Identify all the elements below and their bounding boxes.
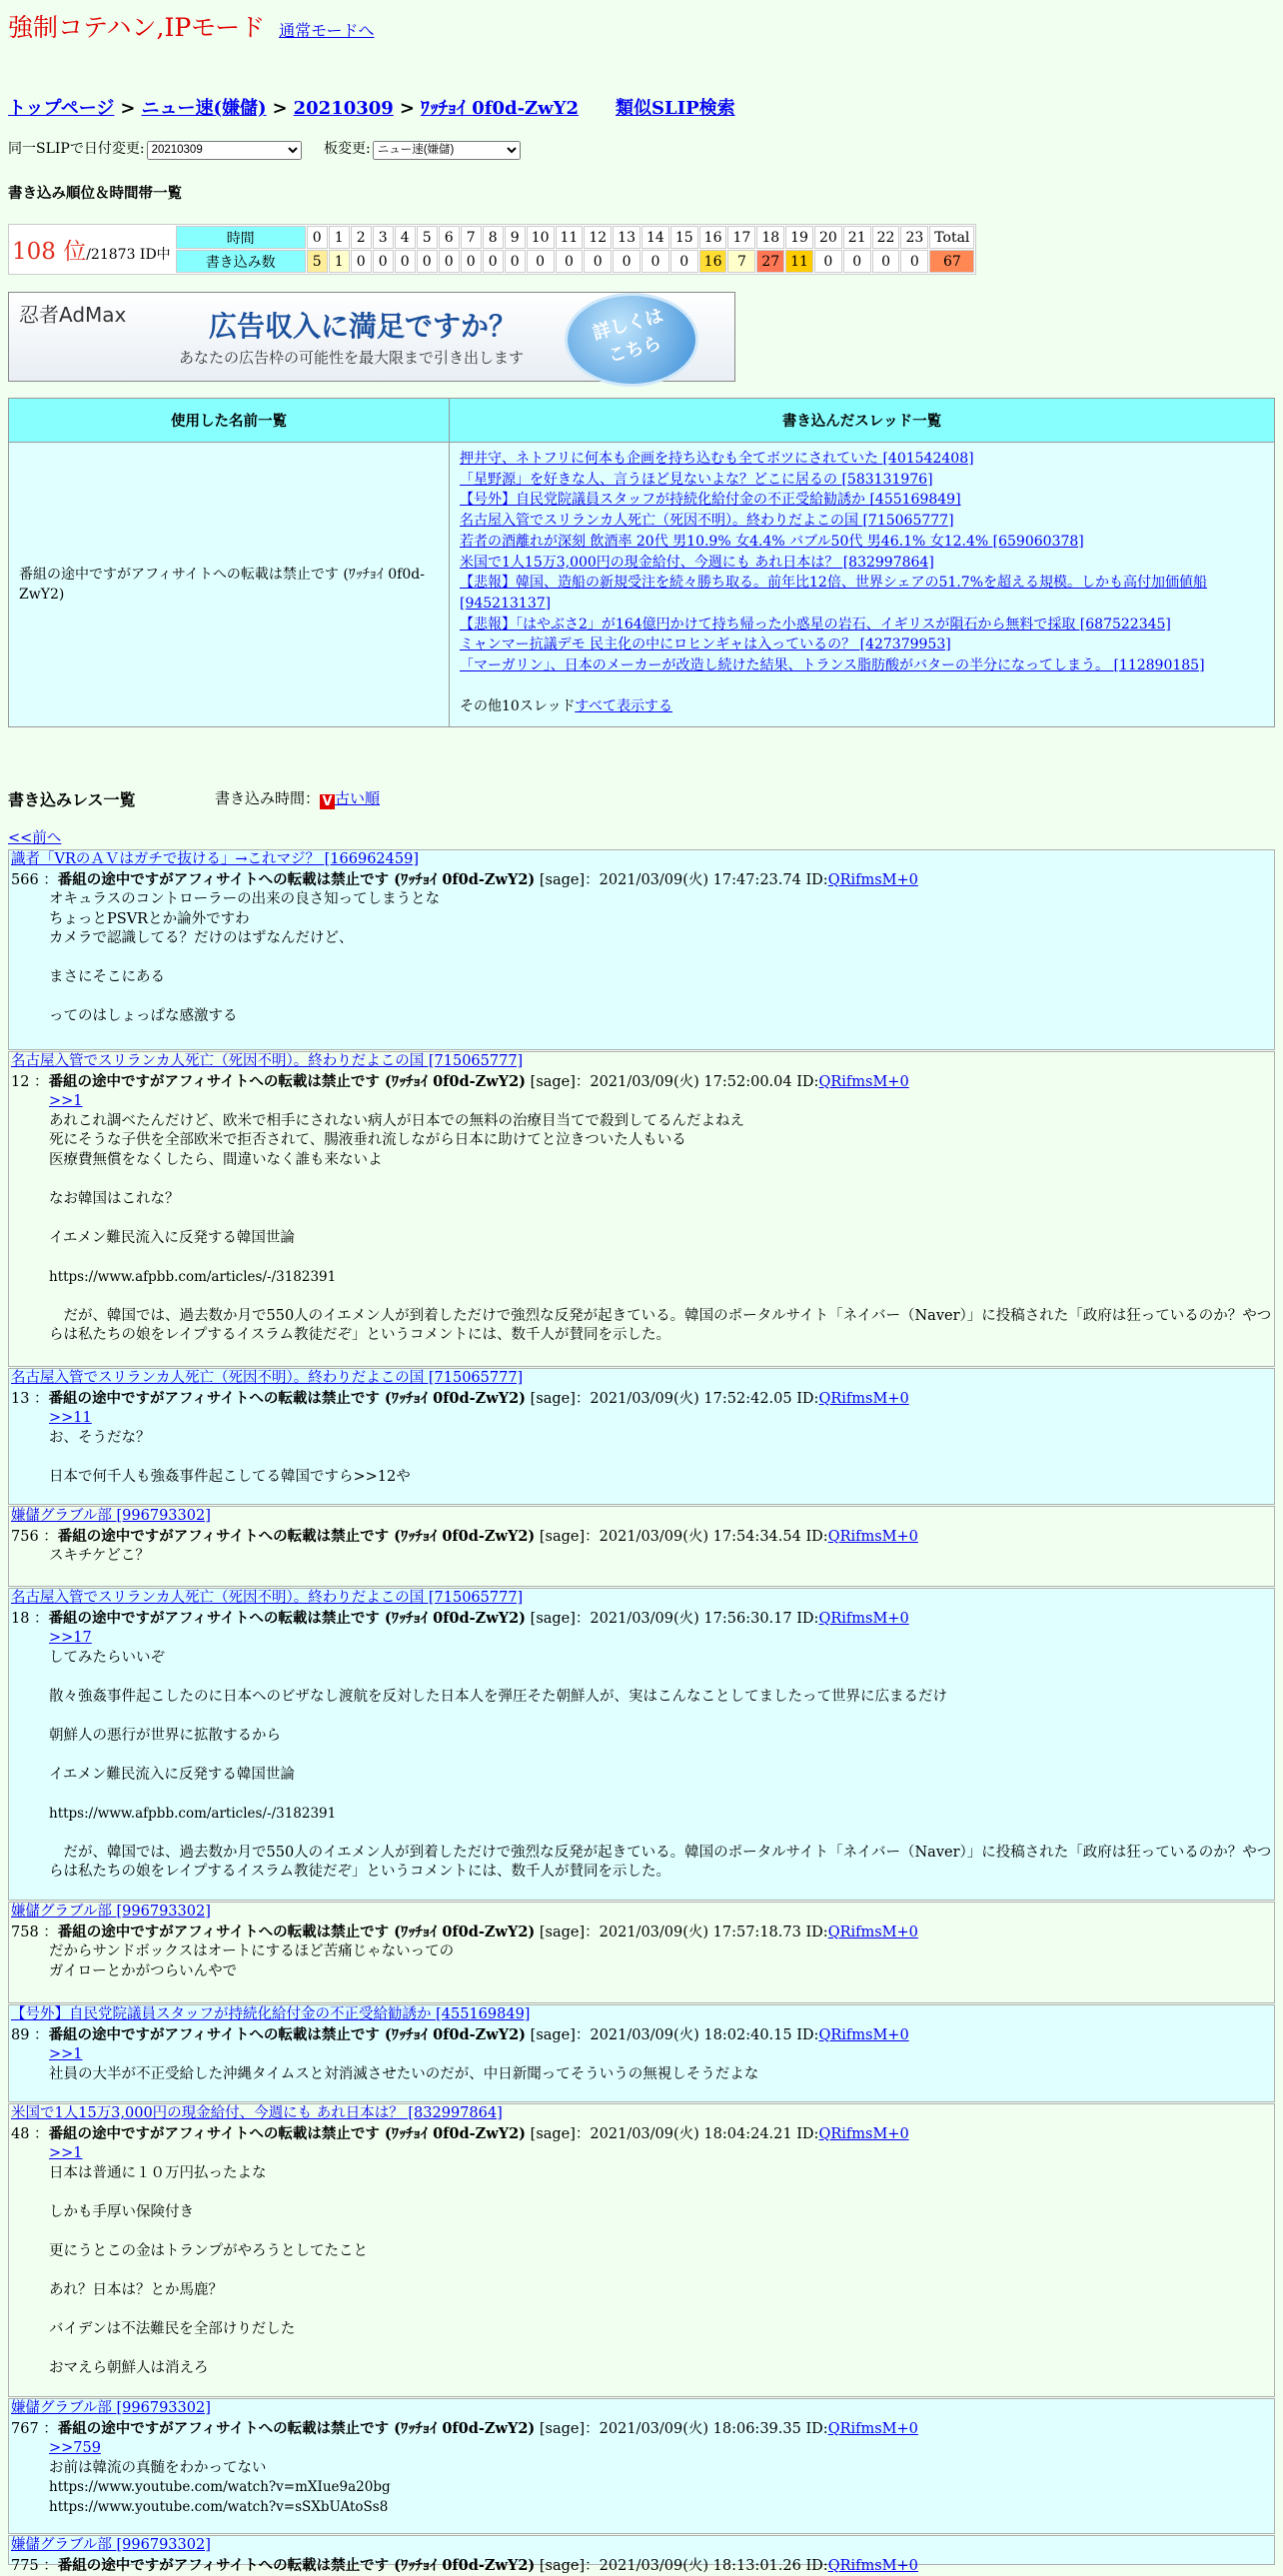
thread-link[interactable]: 名古屋入管でスリランカ人死亡（死因不明）。終わりだよこの国 [715065777]	[460, 513, 954, 529]
show-all-link[interactable]: すべて表示する	[575, 698, 672, 714]
post-body	[9, 2144, 1274, 2378]
normal-mode-link[interactable]: 通常モードへ	[279, 21, 374, 40]
posts-heading: 書き込みレス一覧	[8, 787, 136, 810]
ad-detail-label: 詳しくは こちら	[587, 303, 677, 374]
post-line	[49, 1209, 1274, 1229]
post-id-link[interactable]: QRifmsM+0	[818, 2027, 908, 2043]
others-prefix: その他10スレッド	[460, 698, 575, 714]
hour-cell: 1	[329, 226, 350, 249]
post-line	[49, 2261, 1274, 2281]
post-anchor-link[interactable]: >>759	[49, 2440, 101, 2456]
post-number: 13	[11, 1391, 29, 1407]
post-id-link[interactable]: QRifmsM+0	[818, 1074, 908, 1090]
post-line	[49, 1824, 1274, 1844]
post-line: だからサンドボックスはオートにするほど苦痛じゃないっての	[49, 1942, 1274, 1962]
post-header: 12 ：番組の途中ですがアフィサイトへの転載は禁止です (ﾜｯﾁｮｲ 0f0d-ZwY2) [sage]：2021/03/09(火) 17:52:00.04 ID:QRifmsM+0	[9, 1072, 1274, 1093]
thread-link[interactable]: 「星野源」を好きな人、言うほど見ないよな？どこに居るの [583131976]	[460, 472, 933, 488]
post-item	[8, 2004, 1275, 2102]
post-line	[49, 1170, 1274, 1190]
post-id-link[interactable]: QRifmsM+0	[828, 2421, 918, 2437]
post-name: 番組の途中ですがアフィサイトへの転載は禁止です (ﾜｯﾁｮｲ 0f0d-ZwY2)	[49, 1610, 526, 1627]
post-item	[8, 2535, 1275, 2565]
thread-link-row	[460, 615, 1264, 636]
post-number: 758	[11, 1925, 39, 1940]
count-cell: 0	[556, 250, 584, 273]
breadcrumb	[8, 94, 579, 120]
ad-brand: 忍者AdMax	[19, 299, 126, 328]
post-name: 番組の途中ですがアフィサイトへの転載は禁止です (ﾜｯﾁｮｲ 0f0d-ZwY2)	[58, 2420, 535, 2437]
post-id-link[interactable]: QRifmsM+0	[828, 1529, 918, 1545]
similar-slip-search	[616, 94, 735, 120]
count-cell: 0	[584, 250, 612, 273]
hour-cell: 5	[417, 226, 438, 249]
post-id-link[interactable]: QRifmsM+0	[818, 2126, 908, 2142]
count-cell: 0	[527, 250, 555, 273]
thread-link[interactable]: ミャンマー抗議デモ 民主化の中にロヒンギャは入っているの？ [427379953]	[460, 637, 951, 652]
breadcrumb-top[interactable]: トップページ	[8, 98, 114, 119]
post-anchor	[49, 2045, 1274, 2065]
hour-cell: 13	[613, 226, 641, 249]
date-select[interactable]	[147, 141, 302, 160]
post-anchor	[49, 2439, 1274, 2459]
post-meta: [sage]：2021/03/09(火) 17:47:23.74 ID:	[540, 872, 828, 888]
hour-cell: 8	[483, 226, 504, 249]
ad-headline: 広告収入に満足ですか？	[209, 305, 517, 345]
names-col-header: 使用した名前一覧	[9, 399, 450, 443]
names-table-row	[9, 443, 1275, 727]
post-number: 767	[11, 2421, 39, 2437]
post-meta: [sage]：2021/03/09(火) 18:04:24.21 ID:	[531, 2126, 819, 2142]
post-anchor-link[interactable]: >>1	[49, 2145, 83, 2161]
rank-summary	[10, 226, 175, 273]
rank-hours-row	[10, 226, 974, 249]
count-cell: 5	[307, 250, 328, 273]
thread-link-row	[460, 470, 1264, 491]
post-meta: [sage]：2021/03/09(火) 17:52:00.04 ID:	[531, 1074, 819, 1090]
hour-cell: 14	[642, 226, 669, 249]
post-thread-link[interactable]: 名古屋入管でスリランカ人死亡（死因不明）。終わりだよこの国 [715065777]	[9, 1369, 1274, 1389]
hour-cell: 23	[900, 226, 928, 249]
count-cell: 0	[505, 250, 526, 273]
post-name: 番組の途中ですがアフィサイトへの転載は禁止です (ﾜｯﾁｮｲ 0f0d-ZwY2)	[49, 2125, 526, 2142]
post-line	[49, 1448, 1274, 1468]
post-name: 番組の途中ですがアフィサイトへの転載は禁止です (ﾜｯﾁｮｲ 0f0d-ZwY2)	[58, 871, 535, 888]
post-line: ガイローとかがつらいんやで	[49, 1962, 1274, 1982]
post-header: 566 ：番組の途中ですがアフィサイトへの転載は禁止です (ﾜｯﾁｮｲ 0f0d-ZwY2) [sage]：2021/03/09(火) 17:47:23.74 ID:QRifmsM+0	[9, 870, 1274, 891]
post-line	[49, 1248, 1274, 1268]
mode-title	[8, 8, 374, 44]
post-thread-link[interactable]: 嫌儲グラブル部 [996793302]	[9, 1507, 1274, 1527]
post-line: まさにそこにある	[49, 968, 1274, 988]
post-thread-link[interactable]: 識者「VRのＡＶはガチで抜ける」→これマジ？ [166962459]	[9, 850, 1274, 870]
breadcrumb-separator: >	[120, 98, 135, 119]
post-line: https://www.afpbb.com/articles/-/3182391	[49, 1268, 1274, 1288]
rank-table	[8, 224, 976, 275]
post-body	[9, 1409, 1274, 1487]
post-number: 775	[11, 2558, 39, 2574]
count-cell: 27	[756, 250, 784, 273]
post-name: 番組の途中ですがアフィサイトへの転載は禁止です (ﾜｯﾁｮｲ 0f0d-ZwY2)	[49, 1390, 526, 1407]
post-item	[8, 1902, 1275, 2003]
post-line: https://www.afpbb.com/articles/-/3182391	[49, 1805, 1274, 1825]
post-body	[9, 1629, 1274, 1883]
post-line	[49, 1668, 1274, 1688]
post-number: 566	[11, 872, 39, 888]
post-item	[8, 2398, 1275, 2534]
hour-cell: 10	[527, 226, 555, 249]
post-line: なお韓国はこれな？	[49, 1190, 1274, 1210]
count-cell: 0	[613, 250, 641, 273]
post-body	[9, 2439, 1274, 2517]
ad-subtext: あなたの広告枠の可能性を最大限まで引き出します	[179, 347, 524, 368]
hour-cell: 3	[373, 226, 394, 249]
post-header: 13 ：番組の途中ですがアフィサイトへの転載は禁止です (ﾜｯﾁｮｲ 0f0d-ZwY2) [sage]：2021/03/09(火) 17:52:42.05 ID:QRifmsM+0	[9, 1389, 1274, 1410]
post-line: 死にそうな子供を全部欧米で拒否されて、腸液垂れ流しながら日本に助けてと泣きついた人もいる	[49, 1131, 1274, 1151]
count-cell: 0	[670, 250, 698, 273]
post-line: カメラで認識してる？だけのはずなんだけど、	[49, 929, 1274, 949]
post-line	[49, 949, 1274, 969]
post-meta: [sage]：2021/03/09(火) 17:56:30.17 ID:	[531, 1611, 819, 1627]
post-number: 89	[11, 2027, 29, 2043]
post-line	[49, 2339, 1274, 2359]
hours-label: 時間	[176, 226, 306, 249]
count-cell: 0	[373, 250, 394, 273]
breadcrumb-separator: >	[400, 98, 415, 119]
post-line: 更にうとこの金はトランプがやろうとしてたこと	[49, 2242, 1274, 2262]
thread-link[interactable]: 【悲報】韓国、造船の新規受注を続々勝ち取る。前年比12倍、世界シェアの51.7%を超える規模。しかも高付加価値船 [945213137]	[460, 575, 1207, 612]
ad-detail-button[interactable]	[565, 293, 698, 387]
post-thread-link[interactable]: 名古屋入管でスリランカ人死亡（死因不明）。終わりだよこの国 [715065777]	[9, 1052, 1274, 1072]
post-line: ってのはしょっぱな感激する	[49, 1007, 1274, 1027]
post-body	[9, 1547, 1274, 1567]
sort-down-icon: V	[320, 794, 335, 809]
post-line: ちょっとPSVRとか論外ですわ	[49, 910, 1274, 930]
post-anchor	[49, 1092, 1274, 1112]
count-cell: 11	[785, 250, 813, 273]
post-anchor-link[interactable]: >>1	[49, 2046, 83, 2062]
hour-cell: 0	[307, 226, 328, 249]
counts-label: 書き込み数	[176, 250, 306, 273]
count-cell: 7	[727, 250, 755, 273]
post-id-link[interactable]: QRifmsM+0	[828, 2558, 918, 2574]
post-anchor-link[interactable]: >>11	[49, 1410, 92, 1426]
post-header: 18 ：番組の途中ですがアフィサイトへの転載は禁止です (ﾜｯﾁｮｲ 0f0d-ZwY2) [sage]：2021/03/09(火) 17:56:30.17 ID:QRifmsM+0	[9, 1609, 1274, 1630]
count-cell: 0	[900, 250, 928, 273]
post-line: 日本で何千人も強姦事件起こしてる韓国ですら>>12や	[49, 1468, 1274, 1488]
post-line	[49, 2222, 1274, 2242]
post-meta: [sage]：2021/03/09(火) 18:02:40.15 ID:	[531, 2027, 819, 2043]
thread-link[interactable]: 【号外】自民党院議員スタッフが持続化給付金の不正受給勧誘か [455169849]	[460, 492, 961, 508]
thread-link[interactable]: 押井守、ネトフリに何本も企画を持ち込むも全てボツにされていた [401542408]	[460, 451, 974, 467]
rank-total: /21873 ID中	[86, 247, 170, 263]
post-item	[8, 1588, 1275, 1901]
names-table-header	[9, 399, 1275, 443]
post-line: https://www.youtube.com/watch?v=mXIue9a20bg	[49, 2478, 1274, 2498]
count-cell: 0	[814, 250, 842, 273]
post-line	[49, 988, 1274, 1008]
post-anchor	[49, 1409, 1274, 1429]
post-line: 医療費無償をなくしたら、間違いなく誰も来ないよ	[49, 1151, 1274, 1171]
post-line: お前は韓流の真髄をわかってない	[49, 2459, 1274, 2479]
post-meta: [sage]：2021/03/09(火) 17:57:18.73 ID:	[540, 1925, 828, 1940]
board-select[interactable]	[373, 141, 521, 160]
post-name: 番組の途中ですがアフィサイトへの転載は禁止です (ﾜｯﾁｮｲ 0f0d-ZwY2)	[49, 1073, 526, 1090]
post-line: だが、韓国では、過去数か月で550人のイエメン人が到着しただけで強烈な反発が起きている。韓国のポータルサイト「ネイバー（Naver）」に投稿された「政府は狂っているのか？やつらは私たちの娘をレイプするイスラム教徒だぞ」というコメントには、数千人が賛同を示した。	[49, 1844, 1274, 1883]
post-meta: [sage]：2021/03/09(火) 18:13:01.26 ID:	[540, 2558, 828, 2574]
hour-cell: 7	[461, 226, 482, 249]
post-name: 番組の途中ですがアフィサイトへの転載は禁止です (ﾜｯﾁｮｲ 0f0d-ZwY2)	[49, 2026, 526, 2043]
post-line: しかも手厚い保険付き	[49, 2203, 1274, 2223]
post-id-link[interactable]: QRifmsM+0	[818, 1391, 908, 1407]
post-item	[8, 1506, 1275, 1587]
board-change-form	[324, 138, 521, 160]
thread-link-row	[460, 511, 1264, 532]
thread-links	[460, 449, 1264, 676]
post-line: あれこれ調べたんだけど、欧米で相手にされない病人が日本での無料の治療目当てで殺到してるんだよねえ	[49, 1112, 1274, 1132]
post-line: だが、韓国では、過去数か月で550人のイエメン人が到着しただけで強烈な反発が起きている。韓国のポータルサイト「ネイバー（Naver）」に投稿された「政府は狂っているのか？やつらは私たちの娘をレイプするイスラム教徒だぞ」というコメントには、数千人が賛同を示した。	[49, 1307, 1274, 1346]
hour-cell: 19	[785, 226, 813, 249]
breadcrumb-board[interactable]: ニュー速(嫌儲)	[141, 98, 266, 119]
post-item	[8, 2103, 1275, 2397]
post-line	[49, 2183, 1274, 2203]
ad-banner[interactable]	[8, 292, 735, 382]
post-number: 18	[11, 1611, 29, 1627]
post-anchor	[49, 2144, 1274, 2164]
thread-link[interactable]: 【悲報】「はやぶさ2」が164億円かけて持ち帰った小惑星の岩石、イギリスが隕石から無料で採取 [687522345]	[460, 617, 1171, 633]
breadcrumb-separator: >	[273, 98, 288, 119]
board-change-label: 板変更:	[324, 141, 371, 157]
thread-list	[450, 443, 1275, 727]
post-line: イエメン難民流入に反発する韓国世論	[49, 1229, 1274, 1249]
names-threads-table	[8, 398, 1275, 727]
date-change-label: 同一SLIPで日付変更:	[8, 141, 145, 157]
thread-link[interactable]: 「マーガリン」、日本のメーカーが改造し続けた結果、トランス脂肪酸がバターの半分になってしまう。 [112890185]	[460, 657, 1205, 673]
thread-link[interactable]: 若者の酒離れが深刻 飲酒率 20代 男10.9% 女4.4% バブル50代 男46.1% 女12.4% [659060378]	[460, 534, 1084, 550]
post-body	[9, 2045, 1274, 2084]
count-cell: 0	[351, 250, 372, 273]
post-thread-link[interactable]: 嫌儲グラブル部 [996793302]	[9, 2399, 1274, 2419]
rank-number: 108 位	[12, 239, 86, 265]
post-id-link[interactable]: QRifmsM+0	[828, 872, 918, 888]
post-thread-link[interactable]: 嫌儲グラブル部 [996793302]	[9, 2536, 1274, 2556]
hour-cell: 16	[699, 226, 727, 249]
post-line: 朝鮮人の悪行が世界に拡散するから	[49, 1727, 1274, 1747]
post-name: 番組の途中ですがアフィサイトへの転載は禁止です (ﾜｯﾁｮｲ 0f0d-ZwY2)	[58, 1924, 535, 1940]
post-line: おマえら朝鮮人は消えろ	[49, 2359, 1274, 2379]
prev-page	[8, 826, 61, 847]
post-header: 775 ：番組の途中ですがアフィサイトへの転載は禁止です (ﾜｯﾁｮｲ 0f0d-ZwY2) [sage]：2021/03/09(火) 18:13:01.26 ID:QRifmsM+0	[9, 2556, 1274, 2576]
post-line	[49, 2300, 1274, 2320]
breadcrumb-date[interactable]: 20210309	[294, 98, 394, 119]
rank-heading: 書き込み順位＆時間帯一覧	[8, 182, 182, 203]
post-line: あれ？日本は？とか馬鹿？	[49, 2281, 1274, 2301]
hour-cell: 9	[505, 226, 526, 249]
post-line: イエメン難民流入に反発する韓国世論	[49, 1766, 1274, 1786]
post-line: オキュラスのコントローラーの出来の良さ知ってしまうとな	[49, 890, 1274, 910]
threads-col-header: 書き込んだスレッド一覧	[450, 399, 1275, 443]
hour-cell: 2	[351, 226, 372, 249]
post-anchor-link[interactable]: >>1	[49, 1093, 83, 1109]
post-line: 日本は普通に１０万円払ったよな	[49, 2164, 1274, 2184]
post-number: 756	[11, 1529, 39, 1545]
post-line: 散々強姦事件起こしたのに日本へのビザなし渡航を反対した日本人を弾圧そた朝鮮人が、実はこんなことしてましたって世界に広まるだけ	[49, 1688, 1274, 1708]
count-cell: 16	[699, 250, 727, 273]
count-cell: 0	[872, 250, 900, 273]
post-line: してみたらいいぞ	[49, 1649, 1274, 1669]
post-line: スキチケどこ？	[49, 1547, 1274, 1567]
hour-cell: 18	[756, 226, 784, 249]
count-cell: 0	[417, 250, 438, 273]
post-header: 767 ：番組の途中ですがアフィサイトへの転載は禁止です (ﾜｯﾁｮｲ 0f0d-ZwY2) [sage]：2021/03/09(火) 18:06:39.35 ID:QRifmsM+0	[9, 2419, 1274, 2440]
post-thread-link[interactable]: 【号外】自民党院議員スタッフが持続化給付金の不正受給勧誘か [455169849]	[9, 2005, 1274, 2025]
count-cell: 1	[329, 250, 350, 273]
count-cell: 0	[395, 250, 416, 273]
post-meta: [sage]：2021/03/09(火) 17:54:34.54 ID:	[540, 1529, 828, 1545]
thread-link-row	[460, 573, 1264, 614]
post-thread-link[interactable]: 嫌儲グラブル部 [996793302]	[9, 1903, 1274, 1923]
post-anchor	[49, 1629, 1274, 1649]
hour-cell: 12	[584, 226, 612, 249]
post-order	[215, 787, 380, 809]
thread-link-row	[460, 449, 1264, 470]
count-cell: 0	[483, 250, 504, 273]
post-line	[49, 1707, 1274, 1727]
post-item	[8, 1368, 1275, 1505]
hour-cell: 17	[727, 226, 755, 249]
post-header: 758 ：番組の途中ですがアフィサイトへの転載は禁止です (ﾜｯﾁｮｲ 0f0d-ZwY2) [sage]：2021/03/09(火) 17:57:18.73 ID:QRifmsM+0	[9, 1923, 1274, 1943]
post-line: https://www.youtube.com/watch?v=sSXbUAtoSs8	[49, 2498, 1274, 2518]
post-line: お、そうだな？	[49, 1429, 1274, 1449]
post-line: 社員の大半が不正受給した沖縄タイムスと対消滅させたいのだが、中日新聞ってそういうの無視しそうだよな	[49, 2065, 1274, 2085]
post-meta: [sage]：2021/03/09(火) 18:06:39.35 ID:	[540, 2421, 828, 2437]
post-number: 12	[11, 1074, 29, 1090]
post-number: 48	[11, 2126, 29, 2142]
post-thread-link[interactable]: 名古屋入管でスリランカ人死亡（死因不明）。終わりだよこの国 [715065777]	[9, 1589, 1274, 1609]
post-name: 番組の途中ですがアフィサイトへの転載は禁止です (ﾜｯﾁｮｲ 0f0d-ZwY2)	[58, 1528, 535, 1545]
count-cell: 0	[642, 250, 669, 273]
post-id-link[interactable]: QRifmsM+0	[818, 1611, 908, 1627]
post-line	[49, 1746, 1274, 1766]
hour-cell: Total	[929, 226, 974, 249]
thread-link-row	[460, 553, 1264, 574]
post-meta: [sage]：2021/03/09(火) 17:52:42.05 ID:	[531, 1391, 819, 1407]
post-item	[8, 1051, 1275, 1367]
post-body	[9, 1092, 1274, 1346]
hour-cell: 11	[556, 226, 584, 249]
thread-link-row	[460, 655, 1264, 676]
hour-cell: 21	[843, 226, 871, 249]
post-thread-link[interactable]: 米国で1人15万3,000円の現金給付、今週にも あれ日本は？ [832997864]	[9, 2104, 1274, 2124]
post-anchor-link[interactable]: >>17	[49, 1630, 92, 1646]
post-header: 48 ：番組の途中ですがアフィサイトへの転載は禁止です (ﾜｯﾁｮｲ 0f0d-ZwY2) [sage]：2021/03/09(火) 18:04:24.21 ID:QRifmsM+0	[9, 2124, 1274, 2145]
post-line	[49, 1785, 1274, 1805]
post-header: 89 ：番組の途中ですがアフィサイトへの転載は禁止です (ﾜｯﾁｮｲ 0f0d-ZwY2) [sage]：2021/03/09(火) 18:02:40.15 ID:QRifmsM+0	[9, 2025, 1274, 2046]
post-item	[8, 849, 1275, 1050]
thread-link-row	[460, 532, 1264, 553]
post-header: 756 ：番組の途中ですがアフィサイトへの転載は禁止です (ﾜｯﾁｮｲ 0f0d-ZwY2) [sage]：2021/03/09(火) 17:54:34.54 ID:QRifmsM+0	[9, 1527, 1274, 1548]
post-line	[49, 1287, 1274, 1307]
hour-cell: 20	[814, 226, 842, 249]
hour-cell: 6	[439, 226, 460, 249]
thread-link-row	[460, 635, 1264, 655]
post-order-link[interactable]: 古い順	[335, 789, 380, 807]
used-name: 番組の途中ですがアフィサイトへの転載は禁止です (ﾜｯﾁｮｲ 0f0d-ZwY2)	[9, 443, 450, 727]
hour-cell: 4	[395, 226, 416, 249]
mode-title-text: 強制コテハン,IPモード	[8, 13, 265, 42]
thread-link-row	[460, 490, 1264, 511]
post-body	[9, 1942, 1274, 1981]
thread-link[interactable]: 米国で1人15万3,000円の現金給付、今週にも あれ日本は？ [832997864]	[460, 555, 934, 571]
hour-cell: 15	[670, 226, 698, 249]
breadcrumb-slip[interactable]: ﾜｯﾁｮｲ 0f0d-ZwY2	[421, 98, 579, 119]
post-order-label: 書き込み時間：	[215, 789, 320, 807]
date-change-form	[8, 138, 302, 160]
count-cell: 0	[439, 250, 460, 273]
count-cell: 67	[929, 250, 974, 273]
post-line: バイデンは不法難民を全部けりだした	[49, 2320, 1274, 2340]
post-id-link[interactable]: QRifmsM+0	[828, 1925, 918, 1940]
prev-page-link[interactable]: <<前へ	[8, 830, 61, 846]
count-cell: 0	[843, 250, 871, 273]
similar-slip-link[interactable]: 類似SLIP検索	[616, 98, 735, 119]
post-body	[9, 890, 1274, 1027]
post-name: 番組の途中ですがアフィサイトへの転載は禁止です (ﾜｯﾁｮｲ 0f0d-ZwY2)	[58, 2557, 535, 2574]
count-cell: 0	[461, 250, 482, 273]
hour-cell: 22	[872, 226, 900, 249]
thread-others	[460, 696, 1264, 717]
